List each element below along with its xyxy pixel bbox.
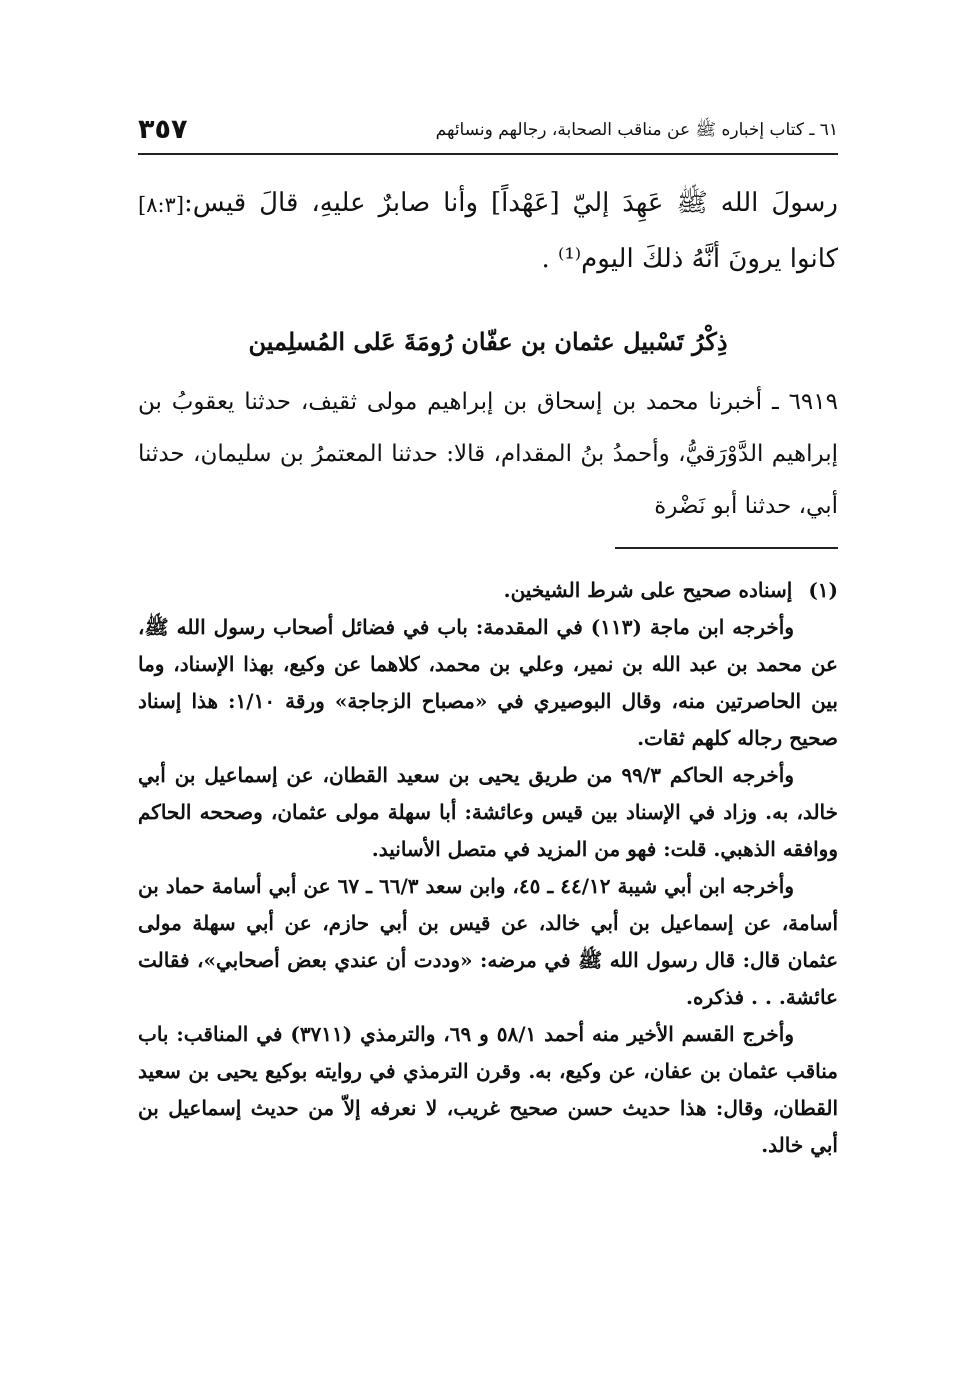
footnotes <box>138 572 838 1164</box>
footnote-first-text: إسناده صحيح على شرط الشيخين. <box>503 578 793 602</box>
footnote-first-line <box>138 572 838 609</box>
footnote-paragraph: وأخرجه الحاكم ٩٩/٣ من طريق يحيى بن سعيد القطان، عن إسماعيل بن أبي خالد، به. وزاد في الإسناد بين قيس وعائشة: أبا سهلة مولى عثمان، وصححه الحاكم ووافقه الذهبي. قلت: فهو من المزيد في متصل الأسانيد. <box>138 763 838 861</box>
header-rule <box>138 153 838 155</box>
hadith-text: ٦٩١٩ ـ أخبرنا محمد بن إسحاق بن إبراهيم مولى ثقيف، حدثنا يعقوبُ بن إبراهيم الدَّوْرَقيُّ، وأحمدُ بنُ المقدام، قالا: حدثنا المعتمرُ بن سليمان، حدثنا أبي، حدثنا أبو نَضْرة <box>138 389 838 519</box>
section-title: ذِكْرُ تَسْبيل عثمان بن عفّان رُومَةَ عَلى المُسلِمين <box>248 327 728 356</box>
page-header <box>138 112 838 152</box>
footnote-number: (١) <box>808 578 838 602</box>
main-text <box>138 175 838 287</box>
main-text-continuation: رسولَ الله ﷺ عَهِدَ إليّ [عَهْداً] وأنا صابرٌ عليهِ، قالَ قيس: كانوا يرونَ أنَّهُ ذلكَ اليوم⁽¹⁾ . <box>184 188 838 274</box>
footnote-rule <box>615 547 838 549</box>
page-number: ٣٥٧ <box>138 114 188 145</box>
footnote-paragraph: وأخرجه ابن ماجة (١١٣) في المقدمة: باب في فضائل أصحاب رسول الله ﷺ، عن محمد بن عبد الله بن نمير، وعلي بن محمد، كلاهما عن وكيع، بهذا الإسناد، وما بين الحاصرتين منه، وقال البوصيري في «مصباح الزجاجة» ورقة ١/١٠: هذا إسناد صحيح رجاله كلهم ثقات. <box>138 615 838 750</box>
footnote-paragraph: وأخرجه ابن أبي شيبة ٤٤/١٢ ـ ٤٥، وابن سعد ٦٦/٣ ـ ٦٧ عن أبي أسامة حماد بن أسامة، عن إسماعيل بن أبي خالد، عن قيس بن أبي حازم، عن أبي سهلة مولى عثمان قال: قال رسول الله ﷺ في مرضه: «وددت أن عندي بعض أصحابي»، فقالت عائشة. . . فذكره. <box>138 874 838 1009</box>
footnote-paragraph: وأخرج القسم الأخير منه أحمد ٥٨/١ و ٦٩، والترمذي (٣٧١١) في المناقب: باب مناقب عثمان بن عفان، عن وكيع، به. وقرن الترمذي في روايته بوكيع يحيى بن سعيد القطان، وقال: هذا حديث حسن صحيح غريب، لا نعرفه إلاّ من حديث إسماعيل بن أبي خالد. <box>138 1022 838 1157</box>
reference-mark: [٨:٣] <box>138 193 185 217</box>
running-title: ٦١ ـ كتاب إخباره ﷺ عن مناقب الصحابة، رجالهم ونسائهم <box>435 120 838 140</box>
